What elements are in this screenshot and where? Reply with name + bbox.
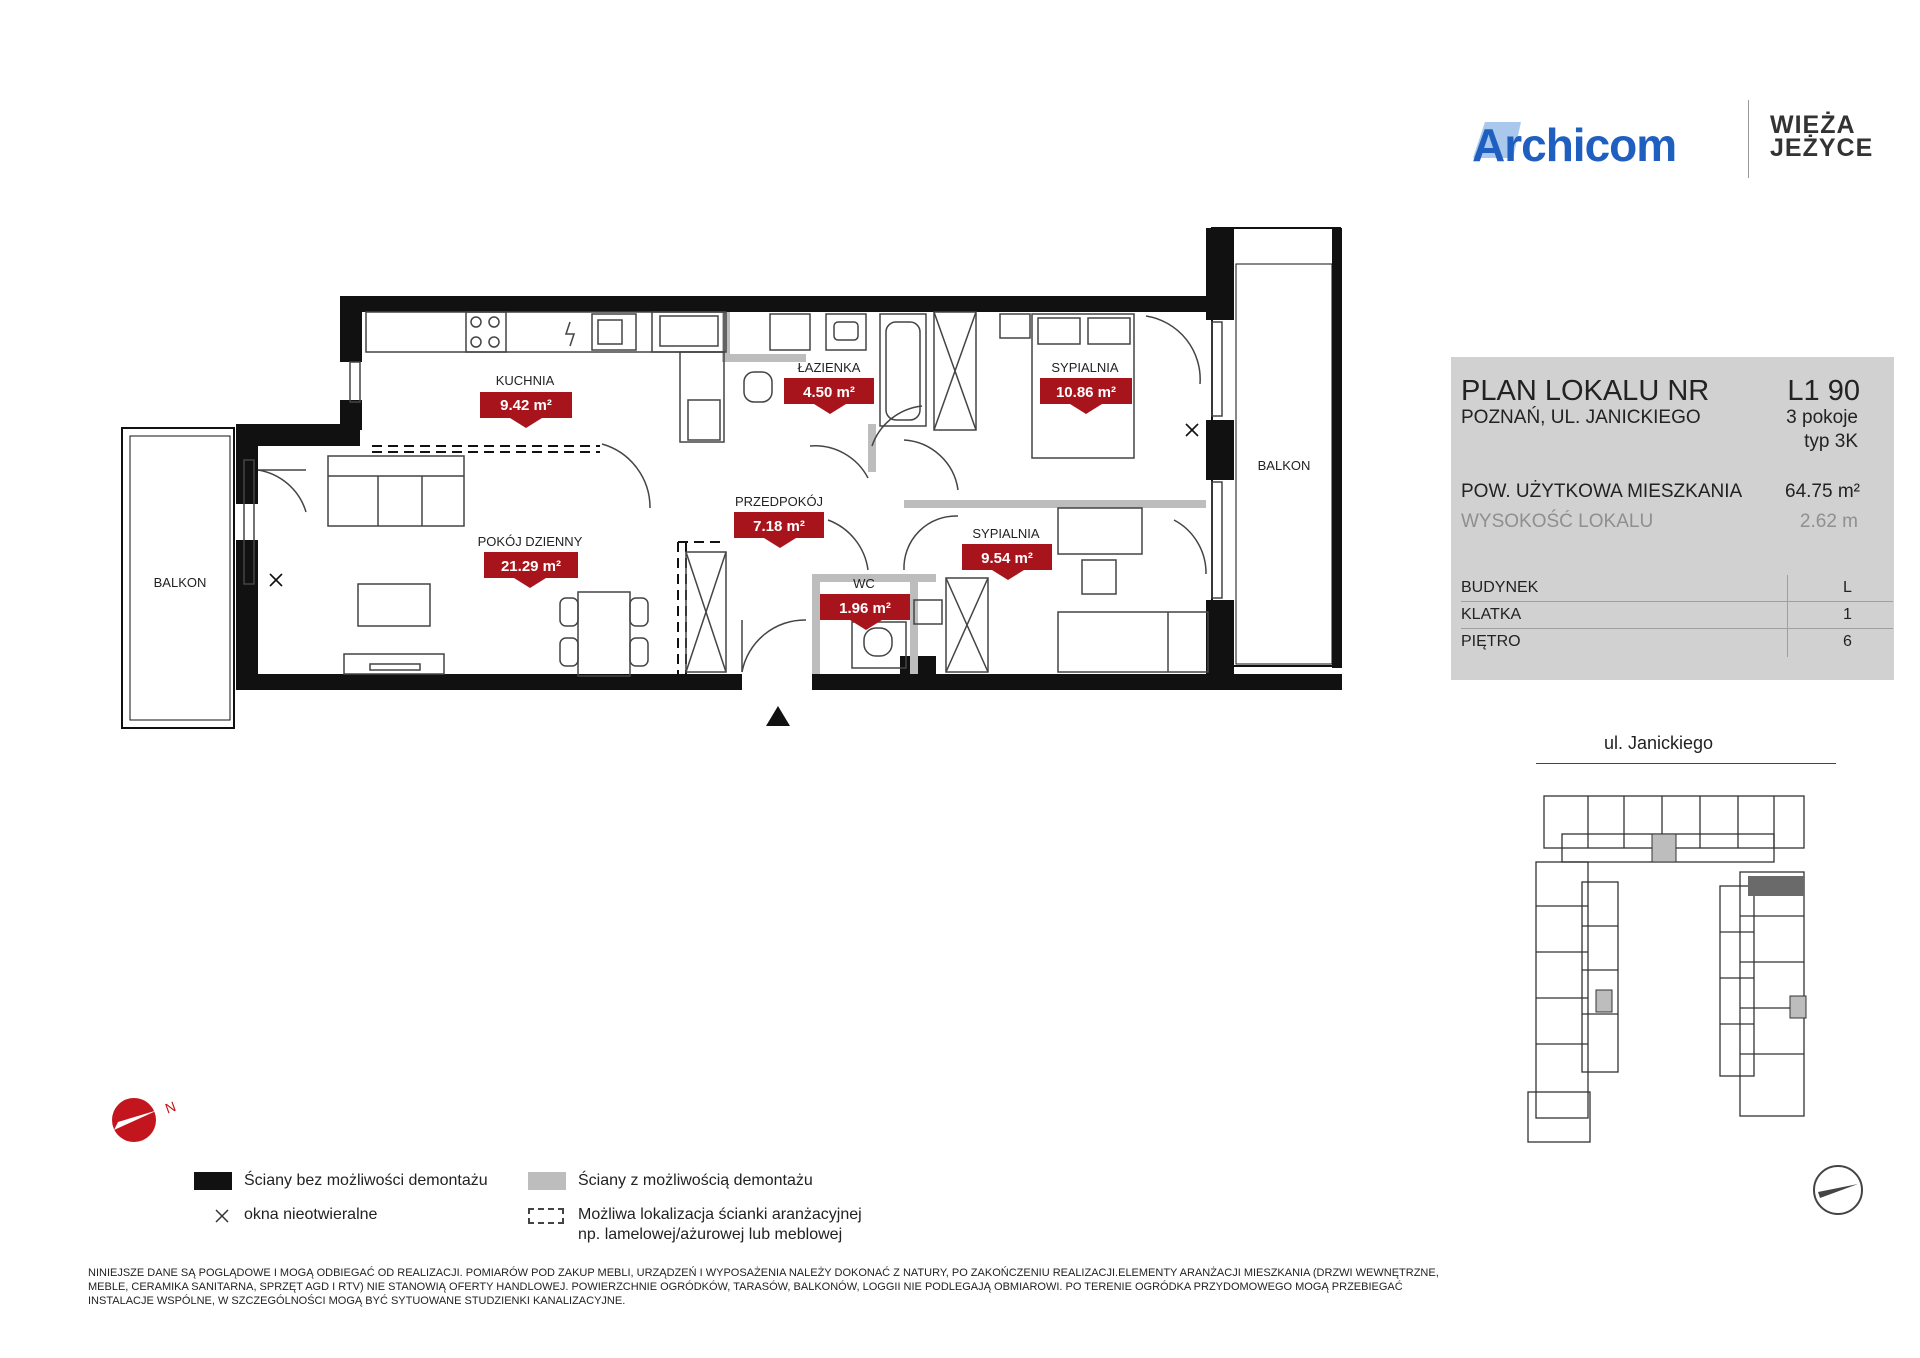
room-area: 4.50 m² (803, 384, 855, 401)
entrance-arrow-icon (766, 706, 790, 726)
floor-value: 6 (1843, 633, 1852, 650)
compass-icon (108, 1094, 178, 1144)
balcony-right-label: BALKON (1257, 458, 1311, 473)
legend-windows-fixed: okna nieotwieralne (244, 1206, 378, 1223)
legend-swatch-fixed (194, 1172, 232, 1190)
legend-walls-fixed: Ściany bez możliwości demontażu (244, 1172, 488, 1189)
unit-number: L1 90 (1787, 375, 1860, 407)
room-label-sypialnia-1 (1040, 360, 1132, 414)
area-label: POW. UŻYTKOWA MIESZKANIA (1461, 481, 1743, 502)
legend-partition-line2: np. lamelowej/ażurowej lub meblowej (578, 1226, 843, 1243)
legend-swatch-partition (528, 1208, 564, 1224)
logo-divider (1748, 100, 1749, 178)
compass-north-label: N (162, 1098, 178, 1117)
address: POZNAŃ, UL. JANICKIEGO (1461, 407, 1701, 428)
divider (1461, 601, 1893, 602)
room-labels (478, 360, 1132, 630)
room-area: 7.18 m² (753, 518, 805, 535)
divider (1461, 628, 1893, 629)
height-label: WYSOKOŚĆ LOKALU (1461, 511, 1654, 532)
room-name: ŁAZIENKA (797, 360, 861, 375)
staircase-value: 1 (1843, 606, 1852, 623)
room-area: 9.42 m² (500, 397, 552, 414)
legend-partition-line1: Możliwa lokalizacja ścianki aranżacyjnej (578, 1206, 862, 1223)
room-area: 10.86 m² (1055, 384, 1117, 401)
project-logo (1770, 111, 1874, 162)
room-label-kuchnia (480, 373, 572, 428)
plan-title: PLAN LOKALU NR (1461, 375, 1710, 407)
site-compass-icon (1810, 1162, 1866, 1218)
room-name: PRZEDPOKÓJ (734, 494, 824, 509)
room-label-przedpokoj (734, 494, 824, 548)
staircase-label: KLATKA (1461, 606, 1522, 623)
room-name: SYPIALNIA (972, 526, 1040, 541)
room-area: 9.54 m² (981, 550, 1033, 567)
balcony-left-label: BALKON (153, 575, 207, 590)
floor-label: PIĘTRO (1461, 633, 1521, 650)
site-plan (1524, 786, 1824, 1154)
legend-swatch-removable (528, 1172, 566, 1190)
room-count: 3 pokoje (1786, 407, 1858, 428)
balcony-left (122, 428, 234, 728)
area-value: 64.75 m² (1785, 481, 1860, 502)
disclaimer: NINIEJSZE DANE SĄ POGLĄDOWE I MOGĄ ODBIEGAĆ OD REALIZACJI. POMIARÓW POD ZAKUP MEBLI, URZĄDZEŃ I WYPOSAŻENIA NALEŻY DOKONAĆ Z NATURY, PO ZAKOŃCZENIU REALIZACJI.ELEMENTY ARANŻACJI MIESZKANIA (DRZWI WEWNĘTRZNE, MEBLE, CERAMIKA SANITARNA, SPRZĘT AGD I RTV) NIE STANOWIĄ OFERTY HANDLOWEJ. POWIERZCHNIE OGRÓDKÓW, TARASÓW, BALKONÓW, LOGGII NIE PODLEGAJĄ OBMIAROWI. PO TERENIE OGRÓDKA PRZYDOMOWEGO MOGĄ PRZEBIEGAĆ INSTALACJE WSPÓLNE, W SZCZEGÓLNOŚCI MOGĄ BYĆ SYTUOWANE STUDZIENKI KANALIZACYJNE. (88, 1267, 1439, 1307)
room-label-lazienka (784, 360, 874, 414)
room-label-sypialnia-2 (962, 526, 1052, 580)
room-area: 1.96 m² (839, 600, 891, 617)
unit-type: typ 3K (1804, 431, 1858, 452)
room-name: SYPIALNIA (1051, 360, 1119, 375)
window-fixed-icon (214, 1208, 230, 1224)
room-label-pokoj-dzienny (478, 534, 583, 588)
archicom-logo: Archicom (1472, 119, 1677, 171)
fixed-walls (236, 228, 1342, 690)
room-name: WC (853, 576, 875, 591)
info-panel (1451, 357, 1894, 680)
building-label: BUDYNEK (1461, 579, 1539, 596)
street-line (1536, 763, 1836, 764)
room-area: 21.29 m² (500, 558, 562, 575)
divider (1787, 575, 1788, 657)
unit-highlight (1748, 876, 1804, 896)
street-label: ul. Janickiego (1604, 733, 1714, 753)
building-value: L (1843, 579, 1852, 596)
floor-plan (0, 0, 1420, 760)
room-name: POKÓJ DZIENNY (477, 534, 583, 549)
legend-walls-removable: Ściany z możliwością demontażu (578, 1172, 813, 1189)
project-name: WIEŻA JEŻYCE (1770, 111, 1874, 162)
height-value: 2.62 m (1799, 511, 1858, 532)
room-name: KUCHNIA (495, 373, 555, 388)
